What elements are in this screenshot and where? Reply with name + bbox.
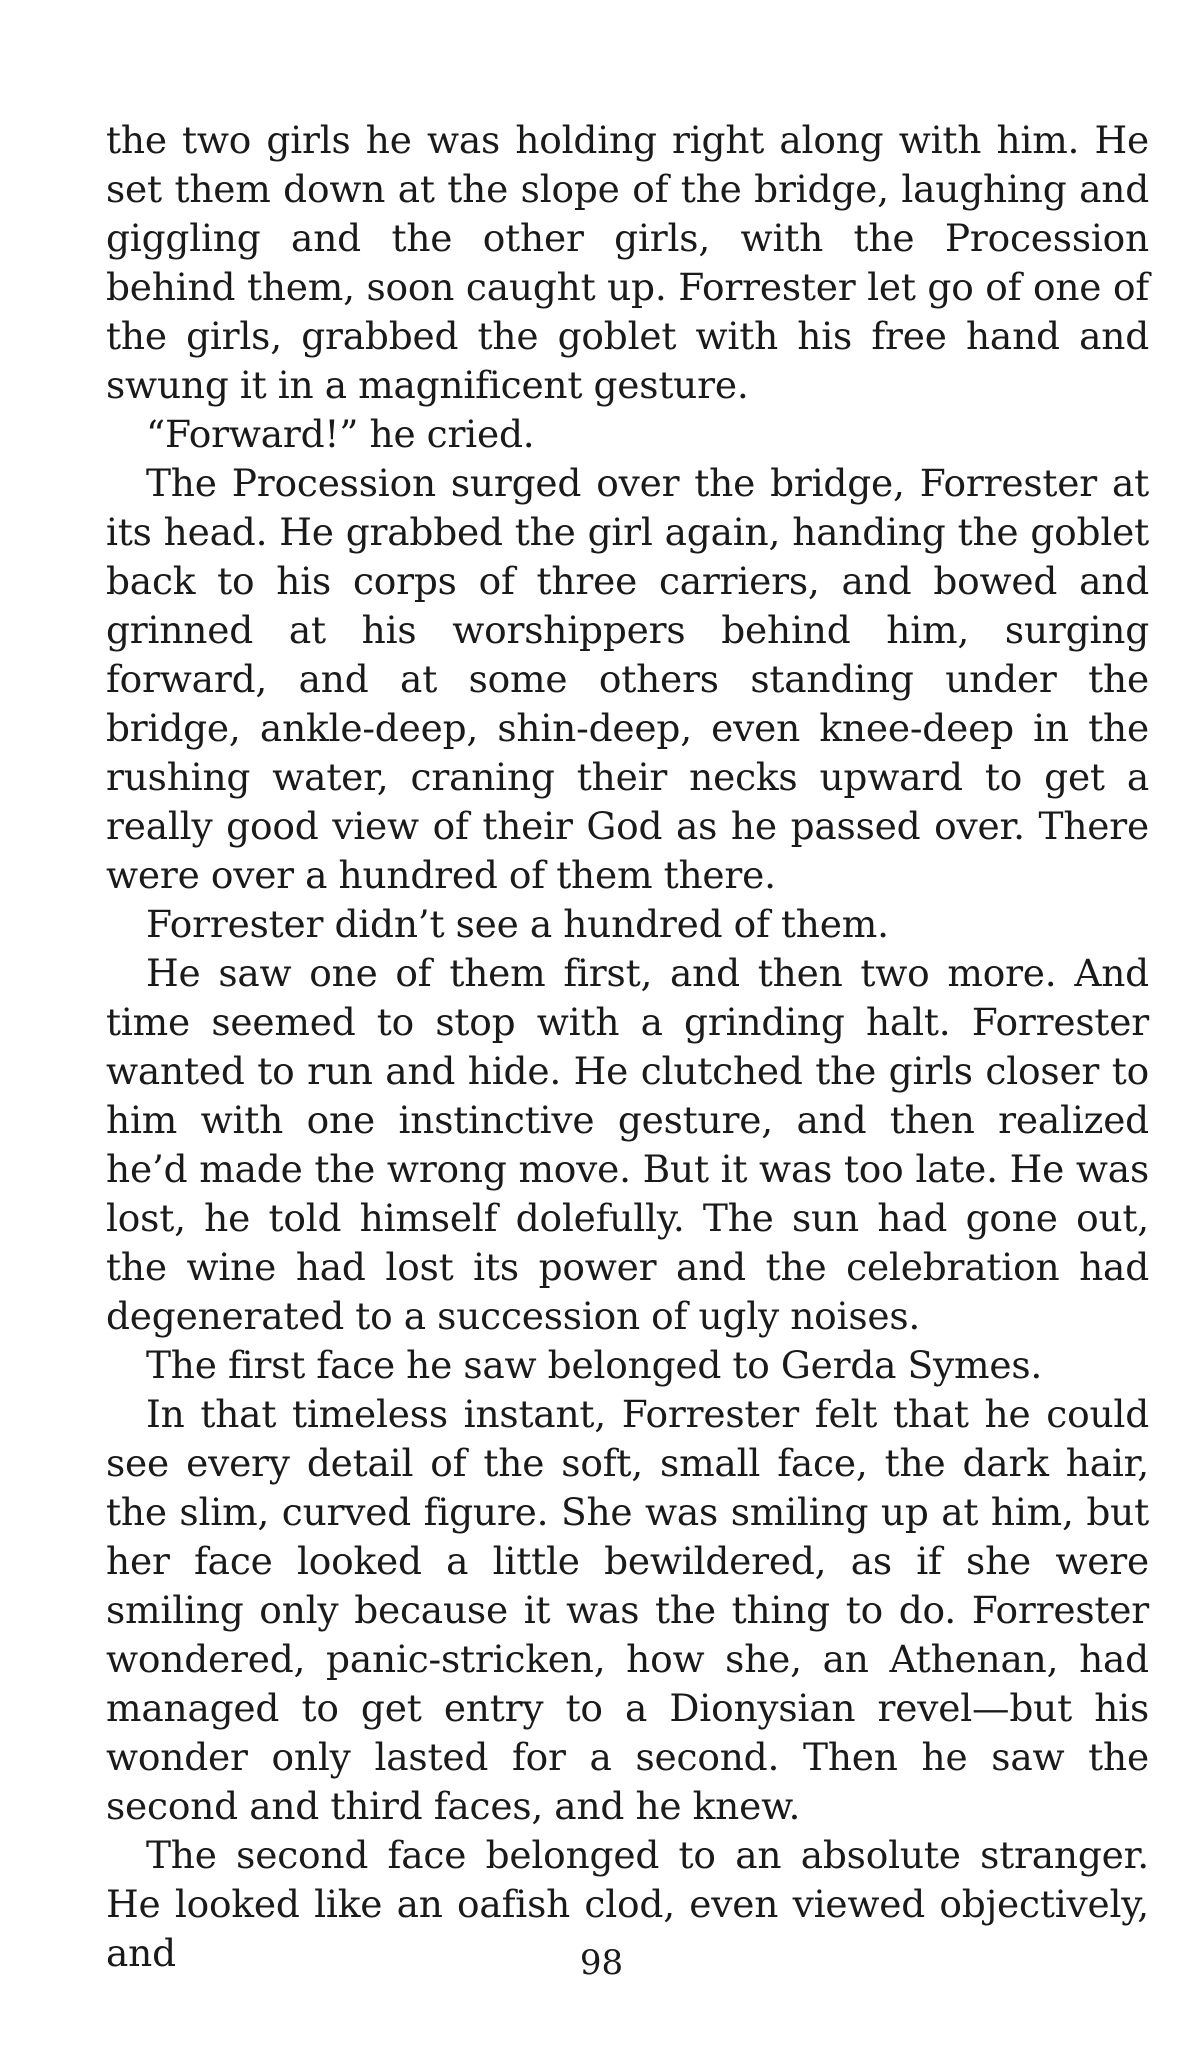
paragraph-timeless-instant: In that timeless instant, Forrester felt that he could see every detail of the soft, small face, the dark hair, the slim, curved figure. She was smiling up at him, but her face looked a little bewildered, as if she were smiling only because it was the thing to do. Forrester wondered, panic-stricken, how she, an Athenan, had managed to get entry to a Dionysian revel—but his wonder only lasted for a second. Then he saw the second and third faces, and he knew. (106, 1392, 1149, 1828)
body-text (106, 116, 1149, 1978)
paragraph-dialogue-forward: “Forward!” he cried. (146, 412, 535, 456)
paragraph-second-face: The second face belonged to an absolute stranger. He looked like an oafish clod, even viewed objectively, and (106, 1833, 1149, 1975)
paragraph-time-stops: He saw one of them first, and then two more. And time seemed to stop with a grinding halt. Forrester wanted to run and hide. He clutched the girls closer to him with one instinctive gesture, and then realized he’d made the wrong move. But it was too late. He was lost, he told himself dolefully. The sun had gone out, the wine had lost its power and the celebration had degenerated to a succession of ugly noises. (106, 951, 1149, 1338)
paragraph-procession: The Procession surged over the bridge, Forrester at its head. He grabbed the girl again, handing the goblet back to his corps of three carriers, and bowed and grinned at his worshippers behind him, surging forward, and at some others standing under the bridge, ankle-deep, shin-deep, even knee-deep in the rushing water, craning their necks upward to get a really good view of their God as he passed over. There were over a hundred of them there. (106, 461, 1149, 897)
paragraph-hundred: Forrester didn’t see a hundred of them. (146, 902, 889, 946)
paragraph-continued: the two girls he was holding right along with him. He set them down at the slope of the bridge, laughing and giggling and the other girls, with the Procession behind them, soon caught up. Forrester let go of one of the girls, grabbed the goblet with his free hand and swung it in a magnificent gesture. (106, 118, 1149, 407)
paragraph-first-face: The first face he saw belonged to Gerda Symes. (146, 1343, 1043, 1387)
page-number: 98 (579, 1943, 624, 1983)
